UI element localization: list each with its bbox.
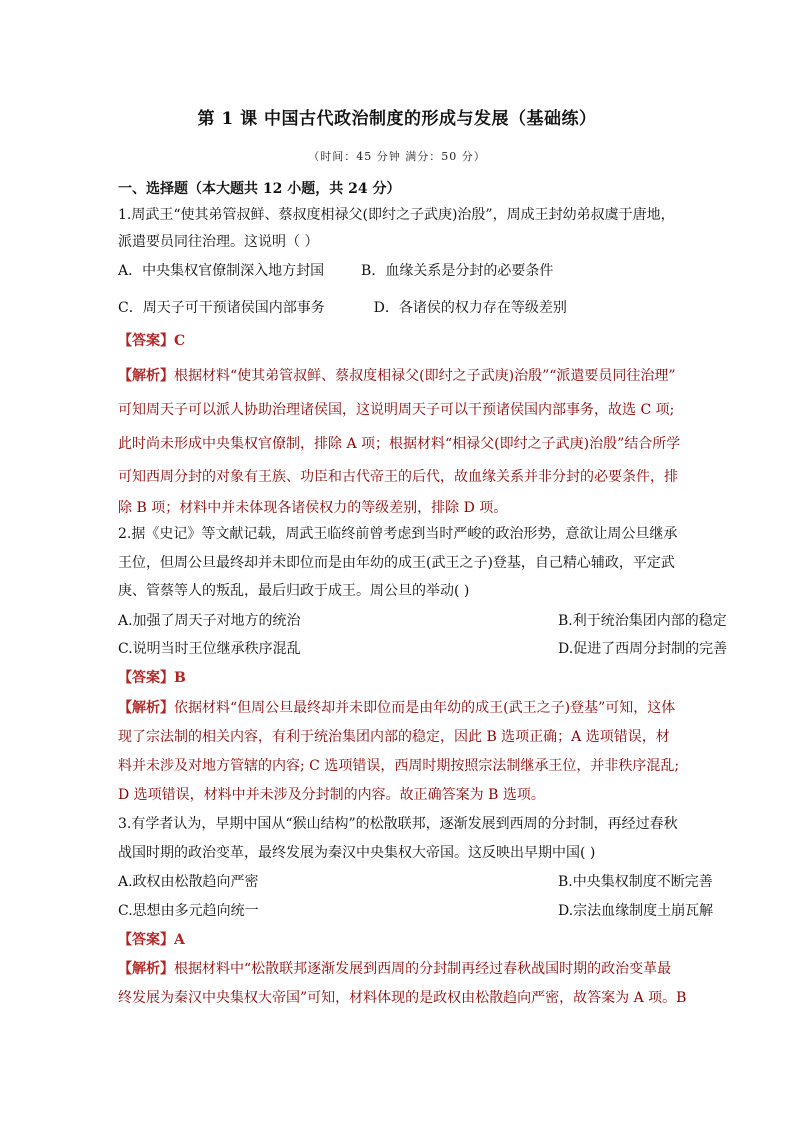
answer-line — [118, 331, 688, 351]
answer-value: C — [174, 333, 186, 349]
option-d: D.促进了西周分封制的完善 — [558, 641, 728, 657]
analysis-line: 【解析】根据材料“使其弟管叔鲜、蔡叔度相禄父(即纣之子武庚)治殷”“派遣要员同往治理” — [118, 368, 676, 384]
answer-label: 【答案】 — [118, 333, 174, 349]
answer-value: A — [174, 932, 185, 948]
option-d: D．各诸侯的权力存在等级差别 — [373, 300, 567, 316]
question-2-option-row — [118, 611, 727, 631]
option-c: C.思想由多元趋向统一 — [118, 903, 259, 919]
option-b: B.中央集权制度不断完善 — [558, 874, 713, 890]
analysis-label: 【解析】 — [118, 700, 174, 716]
analysis-line: 此时尚未形成中央集权官僚制，排除 A 项；根据材料“相禄父(即纣之子武庚)治殷”结合所学 — [118, 436, 681, 452]
question-2-option-row — [118, 639, 728, 659]
option-a: A.政权由松散趋向严密 — [118, 874, 259, 890]
analysis-line: 可知西周分封的对象有王族、功臣和古代帝王的后代，故血缘关系并非分封的必要条件，排 — [118, 469, 678, 485]
analysis-line: D 选项错误，材料中并未涉及分封制的内容。故正确答案为 B 选项。 — [118, 787, 545, 803]
page-title: 第 1 课 中国古代政治制度的形成与发展（基础练） — [197, 109, 597, 129]
analysis-line: 现了宗法制的相关内容，有利于统治集团内部的稳定，因此 B 选项正确；A 选项错误，材 — [118, 729, 670, 745]
question-3-stem-line: 3.有学者认为，早期中国从“猴山结构”的松散联邦，逐渐发展到西周的分封制，再经过春秋 — [118, 816, 678, 832]
analysis-line: 料并未涉及对地方管辖的内容; C 选项错误，西周时期按照宗法制继承王位，并非秩序混乱; — [118, 758, 680, 774]
question-2-stem-line: 2.据《史记》等文献记载，周武王临终前曾考虑到当时严峻的政治形势，意欲让周公旦继承 — [118, 526, 678, 542]
question-1-stem-line: 派遣要员同往治理。这说明（ ） — [118, 234, 319, 250]
analysis-line: 终发展为秦汉中央集权大帝国”可知，材料体现的是政权由松散趋向严密，故答案为 A 项。B — [118, 990, 687, 1006]
analysis-label: 【解析】 — [118, 961, 174, 977]
question-2-stem-line: 王位，但周公旦最终却并未即位而是由年幼的成王(武王之子)登基，自己精心辅政，平定武 — [118, 555, 675, 571]
option-a: A．中央集权官僚制深入地方封国 — [118, 263, 325, 279]
option-b: B.利于统治集团内部的稳定 — [558, 613, 727, 629]
answer-label: 【答案】 — [118, 670, 174, 686]
question-1-option-row — [118, 261, 688, 281]
question-3-option-row — [118, 901, 714, 921]
option-d: D.宗法血缘制度土崩瓦解 — [558, 903, 714, 919]
question-2-stem-line: 庚、管蔡等人的叛乱，最后归政于成王。周公旦的举动( ) — [118, 583, 470, 599]
exam-time-info: （时间：45 分钟 满分：50 分） — [308, 150, 486, 163]
analysis-line: 【解析】依据材料“但周公旦最终却并未即位而是由年幼的成王(武王之子)登基”可知，这体 — [118, 700, 676, 716]
option-c: C.说明当时王位继承秩序混乱 — [118, 641, 301, 657]
option-b: B．血缘关系是分封的必要条件 — [361, 263, 554, 279]
answer-value: B — [174, 670, 186, 686]
option-a: A.加强了周天子对地方的统治 — [118, 613, 301, 629]
section-heading: 一、选择题（本大题共 12 小题，共 24 分） — [118, 181, 401, 197]
answer-line — [118, 930, 688, 950]
analysis-line: 可知周天子可以派人协助治理诸侯国，这说明周天子可以干预诸侯国内部事务，故选 C 项; — [118, 402, 675, 418]
analysis-label: 【解析】 — [118, 368, 174, 384]
analysis-line: 【解析】根据材料中“松散联邦逐渐发展到西周的分封制再经过春秋战国时期的政治变革最 — [118, 961, 672, 977]
analysis-line: 除 B 项；材料中并未体现各诸侯权力的等级差别，排除 D 项。 — [118, 500, 508, 516]
option-c: C．周天子可干预诸侯国内部事务 — [118, 300, 325, 316]
question-3-stem-line: 战国时期的政治变革，最终发展为秦汉中央集权大帝国。这反映出早期中国( ) — [118, 845, 596, 861]
answer-line — [118, 668, 688, 688]
answer-label: 【答案】 — [118, 932, 174, 948]
question-1-option-row — [118, 298, 688, 318]
question-1-stem-line: 1.周武王“使其弟管叔鲜、蔡叔度相禄父(即纣之子武庚)治殷”，周成王封幼弟叔虞于唐地， — [118, 207, 675, 223]
question-3-option-row — [118, 872, 713, 892]
